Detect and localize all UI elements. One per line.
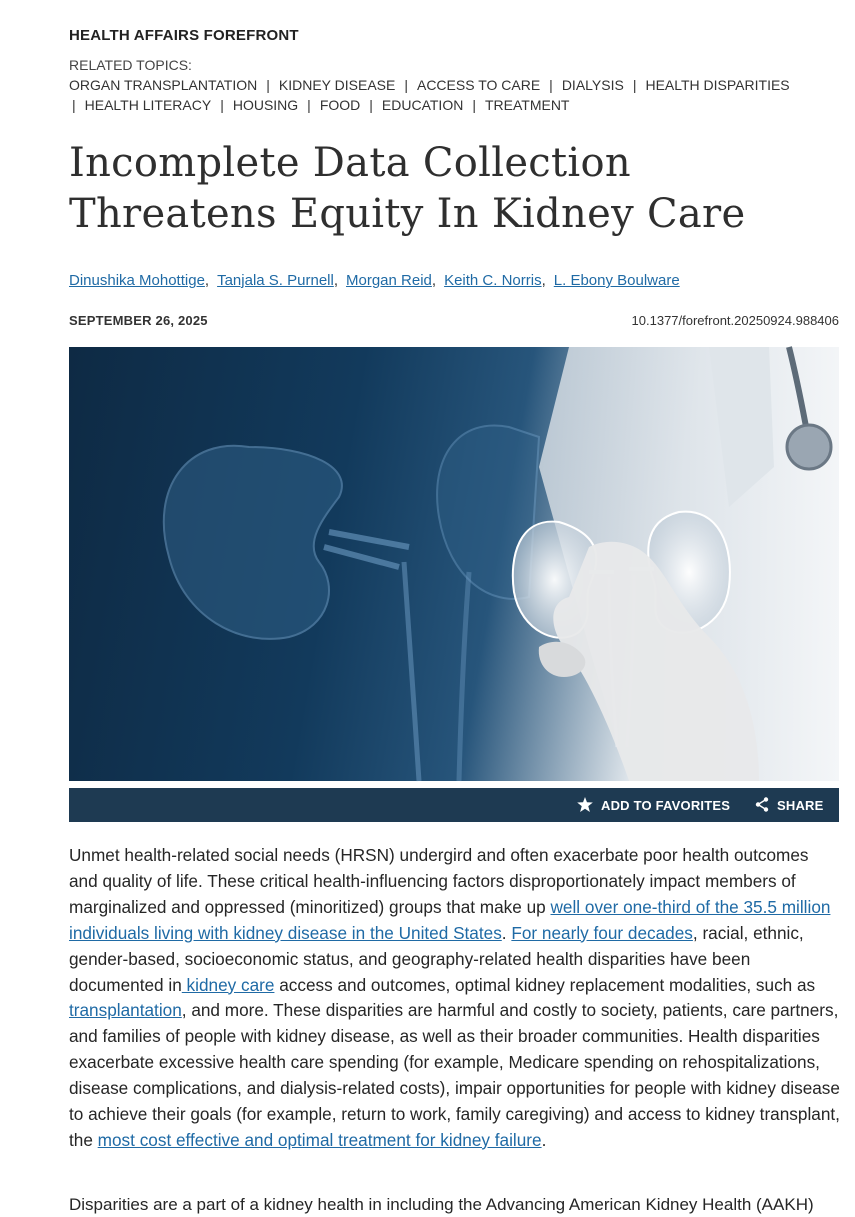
topic-separator: | xyxy=(472,97,476,113)
star-icon xyxy=(577,797,593,812)
topic-separator: | xyxy=(72,97,76,113)
next-paragraph-partial: Disparities are a part of a kidney health in including the Advancing American Kidney Health (AAKH) xyxy=(69,1195,814,1214)
topic-food[interactable]: FOOD xyxy=(319,97,361,113)
related-topics-row-1 xyxy=(69,77,790,93)
section-label[interactable]: HEALTH AFFAIRS FOREFRONT xyxy=(69,27,299,44)
author-separator: , xyxy=(541,272,546,289)
author-link[interactable]: Keith C. Norris xyxy=(444,272,542,289)
publication-date: SEPTEMBER 26, 2025 xyxy=(69,313,208,328)
topic-separator: | xyxy=(404,77,408,93)
related-topics-label: RELATED TOPICS: xyxy=(69,57,192,73)
hero-illustration xyxy=(69,347,839,781)
topic-separator: | xyxy=(549,77,553,93)
inline-link-four-decades[interactable]: For nearly four decades xyxy=(511,922,693,943)
topic-kidney-disease[interactable]: KIDNEY DISEASE xyxy=(278,77,396,93)
author-separator: , xyxy=(333,272,338,289)
topic-dialysis[interactable]: DIALYSIS xyxy=(561,77,624,93)
inline-link-kidney-care[interactable]: kidney care xyxy=(181,974,275,995)
paragraph-text: . xyxy=(501,922,512,943)
paragraph-text: access and outcomes, optimal kidney replacement modalities, such as xyxy=(274,974,816,995)
topic-separator: | xyxy=(369,97,373,113)
doi-identifier: 10.1377/forefront.20250924.988406 xyxy=(631,313,839,328)
topic-separator: | xyxy=(220,97,224,113)
paragraph-text: , racial, ethnic, gender-based, socioeconomic status, and geography-related health disparities have been documented in xyxy=(69,922,804,995)
topic-separator: | xyxy=(632,77,637,93)
topic-health-literacy[interactable]: HEALTH LITERACY xyxy=(84,97,212,113)
add-to-favorites-button[interactable] xyxy=(577,797,730,813)
author-separator: , xyxy=(431,272,437,289)
author-list xyxy=(69,272,680,289)
article-title: Incomplete Data Collection Threatens Equity In Kidney Care xyxy=(69,140,746,237)
paragraph-text: , and more. These disparities are harmful and costly to society, patients, care partners, and families of people with kidney disease, as well as their broader communities. Health disparities exacerbate excessive health care spending (for example, Medicare spending on rehospitalizations, disease complications, and dialysis-related costs), impair opportunities for people with kidney disease to achieve their goals (for example, return to work, family caregiving) and access to kidney transplant, the xyxy=(69,1000,840,1150)
paragraph-text: Unmet health-related social needs (HRSN) undergird and often exacerbate poor health outcomes and quality of life. These critical health-influencing factors disproportionately impact members of marginalized and oppressed (minoritized) groups that make up xyxy=(69,845,809,917)
topic-health-disparities[interactable]: HEALTH DISPARITIES xyxy=(645,77,790,93)
topic-treatment[interactable]: TREATMENT xyxy=(484,97,570,113)
share-label: SHARE xyxy=(777,798,824,813)
author-link[interactable]: Tanjala S. Purnell xyxy=(217,272,334,289)
topic-housing[interactable]: HOUSING xyxy=(232,97,299,113)
hero-image-kidneys xyxy=(69,347,839,781)
share-button[interactable] xyxy=(755,797,824,813)
topic-education[interactable]: EDUCATION xyxy=(381,97,464,113)
paragraph-text: . xyxy=(541,1129,547,1150)
author-link[interactable]: Morgan Reid xyxy=(346,272,432,289)
author-separator: , xyxy=(204,272,210,289)
topic-separator: | xyxy=(266,77,270,93)
inline-link-kidney-disease-statistics[interactable]: well over one-third of the 35.5 million individuals living with kidney disease in the United States xyxy=(69,896,831,943)
add-to-favorites-label: ADD TO FAVORITES xyxy=(601,798,731,813)
topic-access-to-care[interactable]: ACCESS TO CARE xyxy=(416,77,541,93)
related-topics-row-2 xyxy=(69,97,569,113)
author-link[interactable]: L. Ebony Boulware xyxy=(553,272,680,289)
article-action-bar xyxy=(69,788,839,822)
share-icon xyxy=(755,797,769,812)
topic-organ-transplantation[interactable]: ORGAN TRANSPLANTATION xyxy=(69,77,258,93)
article-paragraph xyxy=(69,843,841,1154)
inline-link-cost-effective-treatment[interactable]: most cost effective and optimal treatment for kidney failure xyxy=(97,1129,542,1150)
topic-separator: | xyxy=(307,97,311,113)
inline-link-transplantation[interactable]: transplantation xyxy=(69,1000,182,1021)
author-link[interactable]: Dinushika Mohottige xyxy=(69,272,205,289)
